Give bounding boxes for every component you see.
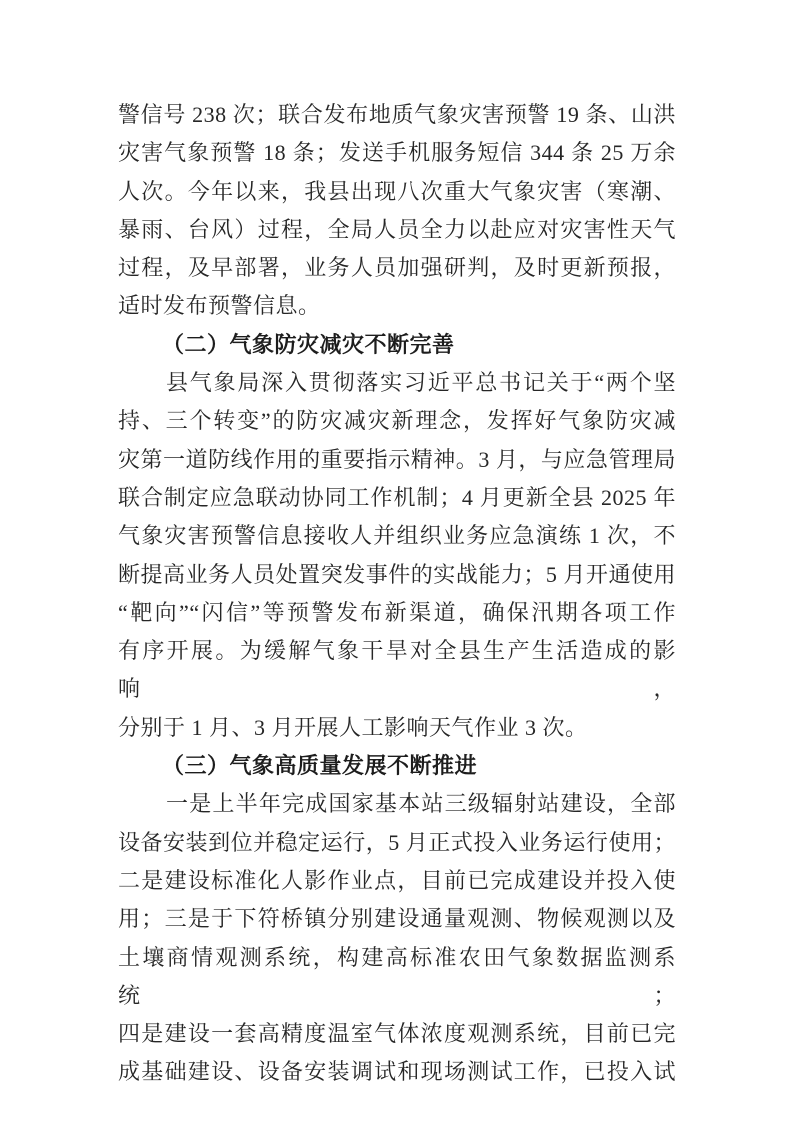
section-heading: （三）气象高质量发展不断推进 [162,753,478,779]
text-line: 断提高业务人员处置突发事件的实战能力；5 月开通使用 [118,561,676,587]
text-line: 气象灾害预警信息接收人并组织业务应急演练 1 次，不 [118,523,676,549]
text-line: 警信号 238 次；联合发布地质气象灾害预警 19 条、山洪 [118,102,676,127]
text-line: 二是建设标准化人影作业点，目前已完成建设并投入使 [118,867,676,893]
text-line: 有序开展。为缓解气象干旱对全县生产生活造成的影响， [118,638,676,702]
text-line: 县气象局深入贯彻落实习近平总书记关于“两个坚 [166,370,676,396]
text-line: 设备安装到位并稳定运行，5 月正式投入业务运行使用； [118,829,676,855]
text-line: 人次。今年以来，我县出现八次重大气象灾害（寒潮、 [118,178,676,204]
text-line: “靶向”“闪信”等预警发布新渠道，确保汛期各项工作 [118,599,676,625]
text-line: 一是上半年完成国家基本站三级辐射站建设，全部 [166,791,676,817]
text-line: 灾害气象预警 18 条；发送手机服务短信 344 条 25 万余 [118,140,676,166]
text-line: 暴雨、台风）过程，全局人员全力以赴应对灾害性天气 [118,216,676,242]
document-text-block [118,96,676,1092]
text-line: 用；三是于下符桥镇分别建设通量观测、物候观测以及 [118,906,676,932]
text-line: 持、三个转变”的防灾减灾新理念，发挥好气象防灾减 [118,408,676,434]
section-heading: （二）气象防灾减灾不断完善 [162,331,455,357]
text-line: 四是建设一套高精度温室气体浓度观测系统，目前已完 [118,1021,676,1047]
text-line: 适时发布预警信息。 [118,293,321,319]
text-line: 联合制定应急联动协同工作机制；4 月更新全县 2025 年 [118,484,676,510]
text-line: 灾第一道防线作用的重要指示精神。3 月，与应急管理局 [118,446,676,472]
text-line: 分别于 1 月、3 月开展人工影响天气作业 3 次。 [118,714,588,740]
text-line: 成基础建设、设备安装调试和现场测试工作，已投入试 [118,1059,676,1085]
text-line: 过程，及早部署，业务人员加强研判，及时更新预报， [118,255,676,281]
text-line: 土壤商情观测系统，构建高标准农田气象数据监测系统； [118,944,676,1008]
